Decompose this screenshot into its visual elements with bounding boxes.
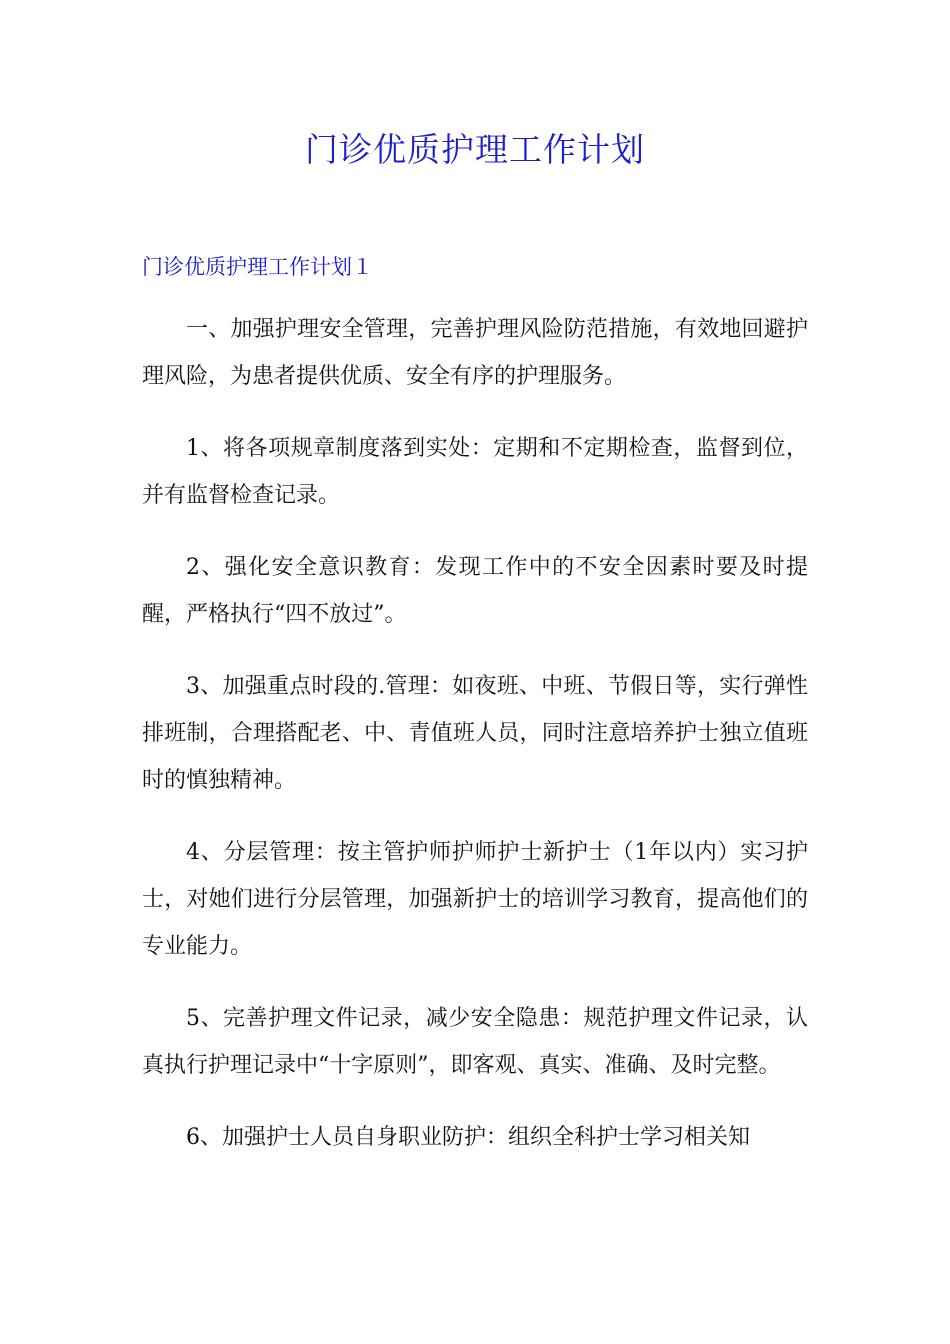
paragraph-item-6: 6、加强护士人员自身职业防护：组织全科护士学习相关知 (186, 1125, 750, 1150)
paragraph-item-5: 5、完善护理文件记录，减少安全隐患：规范护理文件记录，认真执行护理记录中“十字原则”，即客观、真实、准确、及时完整。 (142, 1006, 808, 1078)
document-title: 门诊优质护理工作计划 (305, 130, 645, 169)
paragraph-item-2: 2、强化安全意识教育：发现工作中的不安全因素时要及时提醒，严格执行“四不放过”。 (142, 555, 808, 627)
paragraph-item-1: 1、将各项规章制度落到实处：定期和不定期检查，监督到位，并有监督检查记录。 (142, 436, 808, 508)
section-heading: 门诊优质护理工作计划１ (142, 255, 373, 279)
document-body (142, 306, 808, 1186)
paragraph-intro: 一、加强护理安全管理，完善护理风险防范措施，有效地回避护理风险，为患者提供优质、安全有序的护理服务。 (142, 317, 808, 389)
paragraph-item-4: 4、分层管理：按主管护师护师护士新护士（1年以内）实习护士，对她们进行分层管理，加强新护士的培训学习教育，提高他们的专业能力。 (142, 840, 808, 959)
paragraph-item-3: 3、加强重点时段的.管理：如夜班、中班、节假日等，实行弹性排班制，合理搭配老、中、青值班人员，同时注意培养护士独立值班时的慎独精神。 (142, 674, 808, 793)
